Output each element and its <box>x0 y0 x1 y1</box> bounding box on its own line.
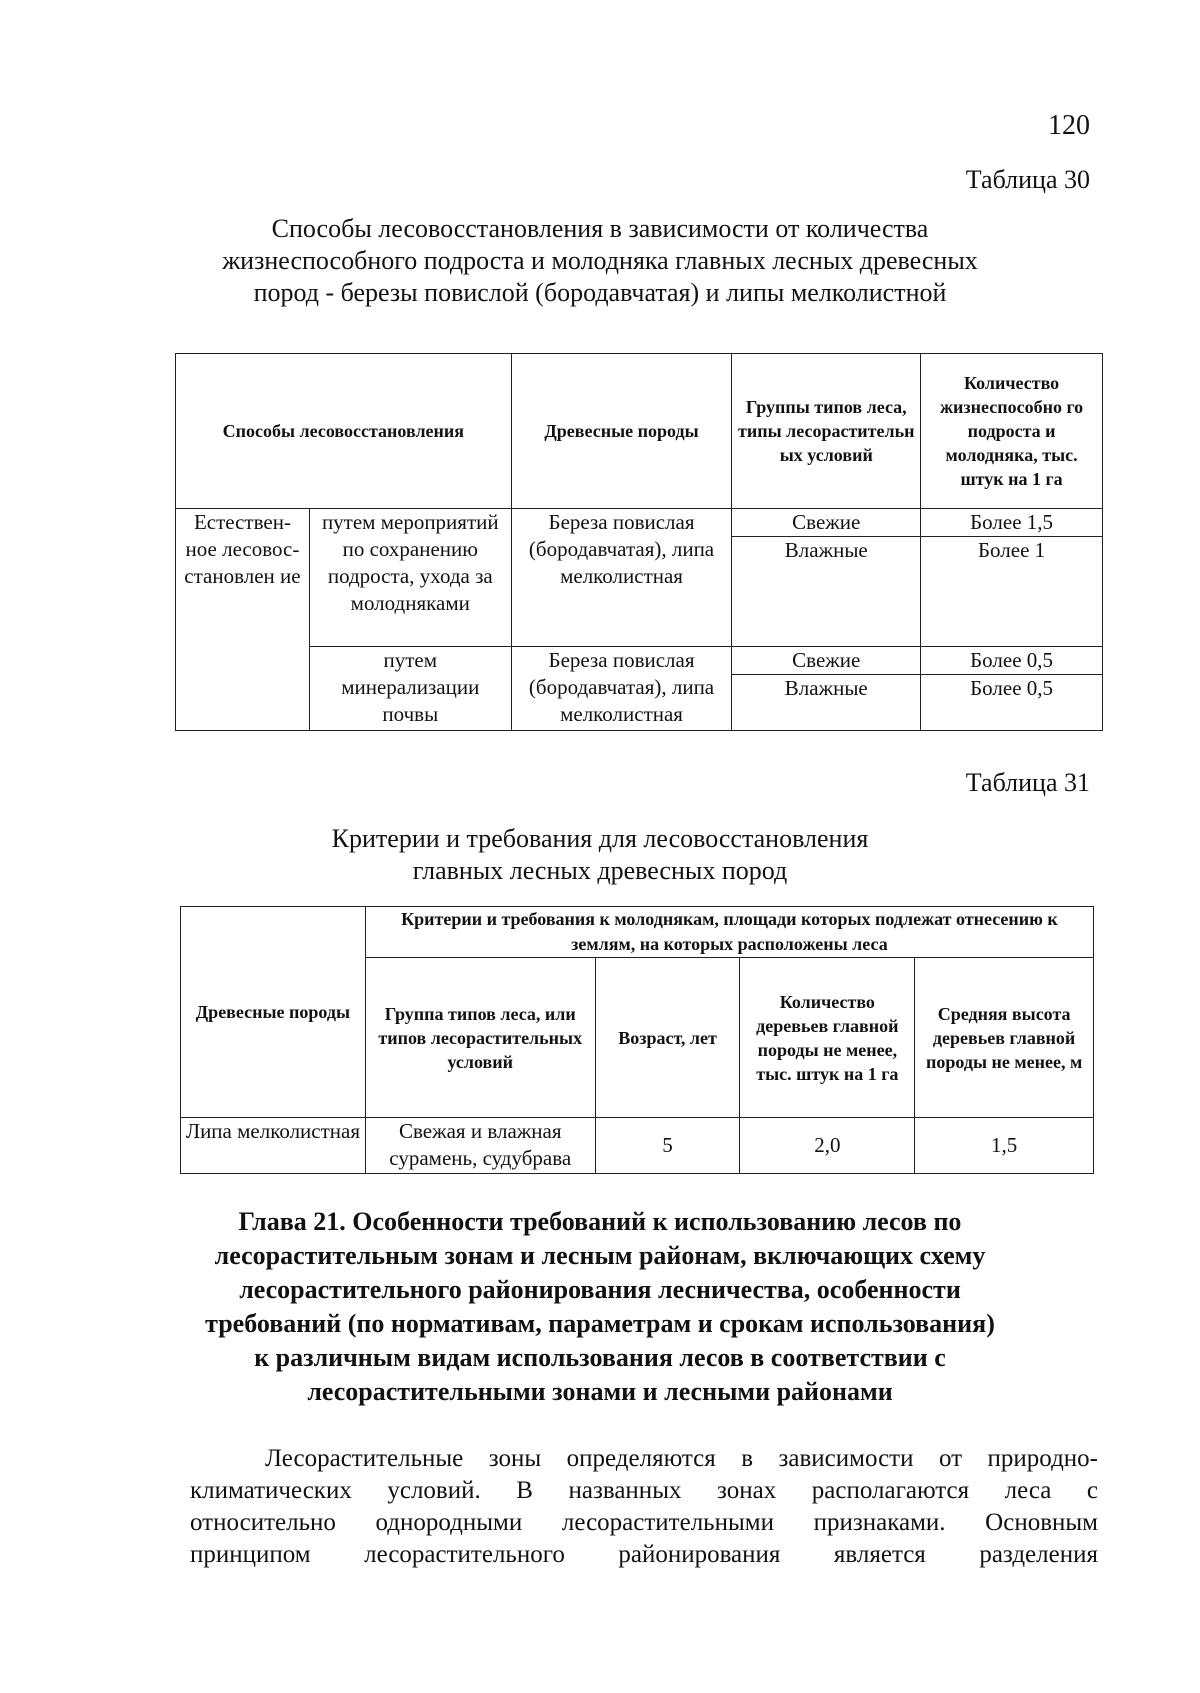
table30-condition: Свежие <box>732 647 921 675</box>
table31-header-species: Древесные породы <box>181 907 366 1118</box>
table31-cell-height: 1,5 <box>915 1118 1094 1174</box>
table30-label: Таблица 30 <box>965 165 1090 194</box>
table30-title-line: Способы лесовосстановления в зависимости от количества <box>271 214 929 243</box>
table30-header-forest-groups: Группы типов леса, типы лесорастительн ых условий <box>732 354 921 509</box>
table31-header-criteria: Критерии и требования к молоднякам, площади которых подлежат отнесению к землям, на которых расположены леса <box>365 907 1093 958</box>
table30-method: путем мероприятий по сохранению подроста, ухода за молодняками <box>309 509 511 647</box>
table30-species: Береза повислая (бородавчатая), липа мелколистная <box>511 647 732 731</box>
paragraph-line: принципом лесорастительного районирования является разделения <box>190 1541 1098 1568</box>
paragraph-line: климатических условий. В названных зонах располагаются леса с <box>190 1477 1098 1504</box>
table30-title-line: жизнеспособного подроста и молодняка главных лесных древесных <box>222 246 978 275</box>
table30-header-methods: Способы лесовосстановления <box>176 354 512 509</box>
table31-title-line: главных лесных древесных пород <box>412 856 788 885</box>
table31-title <box>100 823 1100 887</box>
table31-label: Таблица 31 <box>965 768 1090 797</box>
chapter-heading-line: требований (по нормативам, параметрам и срокам использования) <box>205 1309 995 1338</box>
table31-header-count: Количество деревьев главной породы не менее, тыс. штук на 1 га <box>740 958 915 1118</box>
chapter-heading-line: лесорастительным зонам и лесным районам, включающих схему <box>214 1241 986 1270</box>
table31-header-group: Группа типов леса, или типов лесорастительных условий <box>365 958 595 1118</box>
table30-row-group: Естествен-ное лесовос-становлен ие <box>176 509 310 731</box>
chapter-heading-line: Глава 21. Особенности требований к использованию лесов по <box>238 1207 962 1236</box>
table31 <box>180 906 1094 1174</box>
table31-title-line: Критерии и требования для лесовосстановления <box>331 824 869 853</box>
page-number: 120 <box>1048 110 1090 141</box>
table31-header-age: Возраст, лет <box>595 958 740 1118</box>
paragraph-line: Лесорастительные зоны определяются в зависимости от природно- <box>265 1445 1098 1472</box>
table30-header-species: Древесные породы <box>511 354 732 509</box>
body-paragraph <box>190 1443 1098 1571</box>
table31-cell-age: 5 <box>595 1118 740 1174</box>
table30-value: Более 0,5 <box>921 675 1103 731</box>
table30 <box>175 353 1103 731</box>
table30-condition: Влажные <box>732 675 921 731</box>
table31-cell-species: Липа мелколистная <box>181 1118 366 1174</box>
table30-condition: Влажные <box>732 537 921 647</box>
table30-condition: Свежие <box>732 509 921 537</box>
chapter-heading-line: лесорастительными зонами и лесными районами <box>307 1377 893 1406</box>
table30-method: путем минерализации почвы <box>309 647 511 731</box>
table31-header-height: Средняя высота деревьев главной породы не менее, м <box>915 958 1094 1118</box>
table30-value: Более 1,5 <box>921 509 1103 537</box>
paragraph-line: относительно однородными лесорастительными признаками. Основным <box>190 1509 1098 1536</box>
table30-title-line: пород - березы повислой (бородавчатая) и липы мелколистной <box>253 278 947 307</box>
table31-cell-group: Свежая и влажная сурамень, судубрава <box>365 1118 595 1174</box>
chapter-heading-line: к различным видам использования лесов в соответствии с <box>254 1343 946 1372</box>
chapter-heading <box>110 1205 1090 1409</box>
table30-value: Более 0,5 <box>921 647 1103 675</box>
table30-species: Береза повислая (бородавчатая), липа мелколистная <box>511 509 732 647</box>
table31-cell-count: 2,0 <box>740 1118 915 1174</box>
table30-title <box>100 213 1100 309</box>
chapter-heading-line: лесорастительного районирования лесничества, особенности <box>239 1275 961 1304</box>
table30-value: Более 1 <box>921 537 1103 647</box>
table30-header-quantity: Количество жизнеспособно го подроста и молодняка, тыс. штук на 1 га <box>921 354 1103 509</box>
